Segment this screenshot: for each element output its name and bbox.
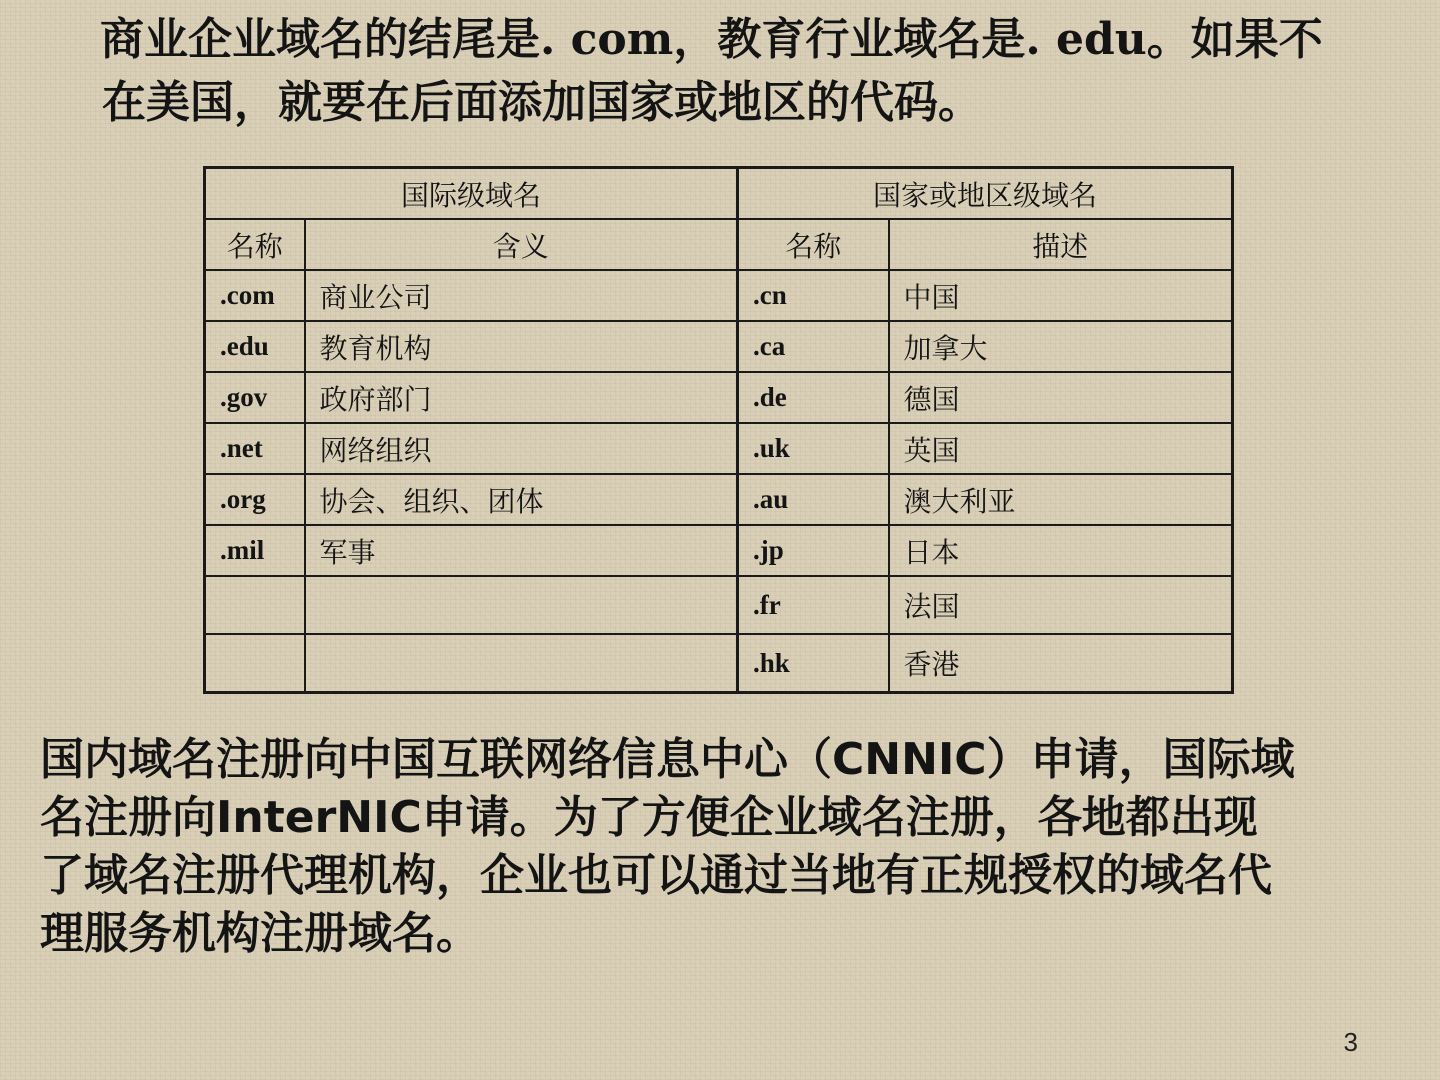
intro-line-1: 商业企业域名的结尾是. com，教育行业域名是. edu。如果不 — [100, 14, 1323, 65]
table-row — [205, 270, 1233, 321]
table-row — [205, 634, 1233, 693]
meaning-cell: 协会、组织、团体 — [305, 474, 738, 525]
domain-cell: .net — [205, 423, 305, 474]
country-description-cell: 日本 — [889, 525, 1233, 576]
table-row — [205, 423, 1233, 474]
meaning-cell: 军事 — [305, 525, 738, 576]
domain-cell — [205, 576, 305, 634]
table-row — [205, 474, 1233, 525]
meaning-cell: 商业公司 — [305, 270, 738, 321]
country-description-cell: 澳大利亚 — [889, 474, 1233, 525]
page-number: 3 — [1343, 1027, 1358, 1057]
intro-paragraph — [100, 8, 1390, 134]
meaning-cell — [305, 634, 738, 693]
country-description-cell: 法国 — [889, 576, 1233, 634]
country-domain-cell: .jp — [738, 525, 889, 576]
column-header-description: 描述 — [889, 219, 1233, 270]
country-domain-cell: .hk — [738, 634, 889, 693]
domain-cell — [205, 634, 305, 693]
column-header-meaning: 含义 — [305, 219, 738, 270]
registration-paragraph — [40, 731, 1410, 963]
country-domain-cell: .fr — [738, 576, 889, 634]
domain-cell: .gov — [205, 372, 305, 423]
intro-line-2: 在美国，就要在后面添加国家或地区的代码。 — [102, 77, 982, 128]
meaning-cell: 网络组织 — [305, 423, 738, 474]
country-domain-header: 国家或地区级域名 — [738, 168, 1233, 220]
international-domain-header: 国际级域名 — [205, 168, 738, 220]
country-description-cell: 中国 — [889, 270, 1233, 321]
table-row — [205, 372, 1233, 423]
column-header-row — [205, 219, 1233, 270]
domain-cell: .org — [205, 474, 305, 525]
country-description-cell: 德国 — [889, 372, 1233, 423]
domain-cell: .com — [205, 270, 305, 321]
country-description-cell: 香港 — [889, 634, 1233, 693]
domain-table — [203, 166, 1234, 694]
meaning-cell: 政府部门 — [305, 372, 738, 423]
table-row — [205, 576, 1233, 634]
meaning-cell: 教育机构 — [305, 321, 738, 372]
group-header-row — [205, 168, 1233, 220]
domain-cell: .mil — [205, 525, 305, 576]
outro-line-3: 了域名注册代理机构，企业也可以通过当地有正规授权的域名代 — [40, 850, 1272, 901]
country-description-cell: 英国 — [889, 423, 1233, 474]
column-header-name-country: 名称 — [738, 219, 889, 270]
country-domain-cell: .uk — [738, 423, 889, 474]
table-row — [205, 525, 1233, 576]
country-domain-cell: .ca — [738, 321, 889, 372]
column-header-name: 名称 — [205, 219, 305, 270]
meaning-cell — [305, 576, 738, 634]
country-domain-cell: .cn — [738, 270, 889, 321]
outro-line-4: 理服务机构注册域名。 — [40, 908, 480, 959]
country-domain-cell: .de — [738, 372, 889, 423]
country-domain-cell: .au — [738, 474, 889, 525]
table-row — [205, 321, 1233, 372]
outro-line-1: 国内域名注册向中国互联网络信息中心（CNNIC）申请，国际域 — [40, 734, 1295, 785]
domain-cell: .edu — [205, 321, 305, 372]
outro-line-2: 名注册向InterNIC申请。为了方便企业域名注册，各地都出现 — [40, 792, 1258, 843]
country-description-cell: 加拿大 — [889, 321, 1233, 372]
